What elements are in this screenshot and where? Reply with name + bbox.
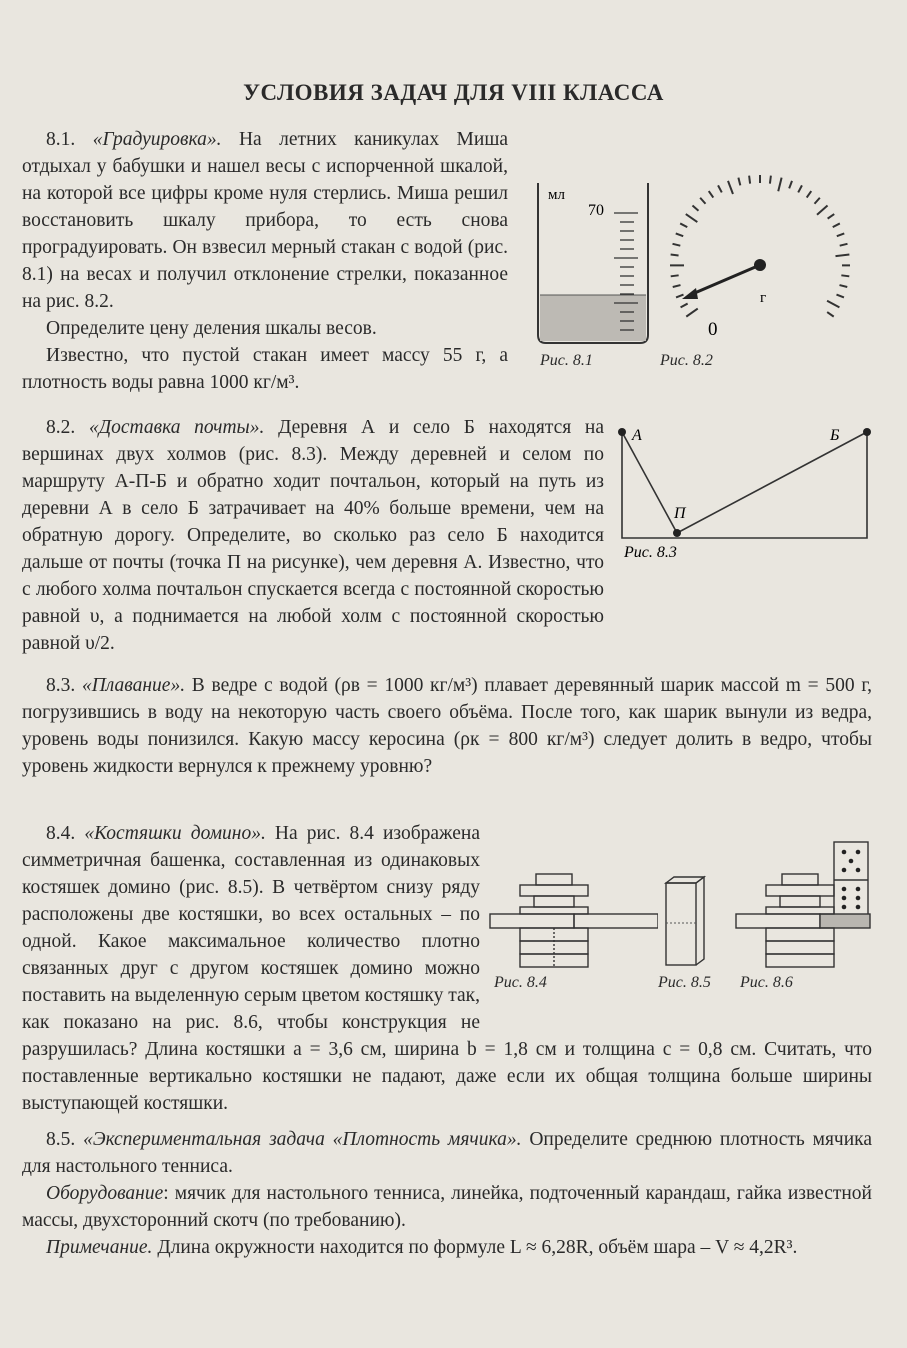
problem-8-1-body: На летних каникулах Миша отдыхал у бабушки и нашел весы с испорченной шкалой, на которой все цифры кроме нуля стерлись. Миша решил восстановить шкалу прибора, то есть снова проградуировать. Он взвесил мерный стакан с водой (рис. 8.1) на весах и получил отклонение стрелки, показанное на рис. 8.2. [22,129,508,312]
figure-8-4-caption: Рис. 8.4 [494,974,547,991]
figure-8-1-caption: Рис. 8.1 [540,352,593,369]
dial-tick [833,223,840,227]
dial-tick [837,233,844,236]
problem-8-5-number: 8.5. [46,1129,84,1150]
problem-8-2-body: Деревня А и село Б находятся на вершинах двух холмов (рис. 8.3). Между деревней и селом по маршруту А-П-Б и обратно ходит почтальон, который на путь из деревни А в село Б затрачивает на 40% больше времени, чем на обратную дорогу. Определите, во сколько раз село Б находится дальше от почты (точка П на рисунке), чем деревня А. Известно, что с любого холма почтальон спускается всегда с постоянной скоростью равной υ, а поднимается на любой холм с постоянной скоростью равной υ/2. [22,417,605,654]
dial-tick [835,255,849,257]
problem-8-3-body: В ведре с водой (ρв = 1000 кг/м³) плавает деревянный шарик массой m = 500 г, погрузившись в воду на некоторую часть своего объёма. После того, как шарик вынули из ведра, уровень воды понизился. Какую массу керосина (ρк = 800 кг/м³) следует долить в ведро, чтобы уровень жидкости вернулся к прежнему уровню? [22,675,872,777]
dial-tick [836,295,843,298]
problem-8-4-name: «Костяшки домино». [84,823,266,844]
problem-8-5-name: «Экспериментальная задача «Плотность мячика». [83,1129,522,1150]
dial-tick [681,304,688,308]
dial-tick [840,244,848,246]
dial-tick [789,181,792,188]
figure-8-6-tower [734,838,874,978]
scale-unit-label: г [760,290,767,306]
point-p-label: П [674,505,686,522]
beaker-unit-label: мл [548,187,565,203]
problem-8-5-text [22,1126,872,1261]
dial-tick [828,214,835,219]
dial-tick [738,178,740,186]
dial-tick [749,176,750,184]
problem-8-4-body: На рис. 8.4 изображена симметричная башенка, составленная из одинаковых костяшек домино (рис. 8.5). В четвёртом снизу ряду расположены две костяшки, во всех остальных – по одной. Какое максимальное количество плотно связанных друг с другом костяшек домино можно поставить на выделенную серым цветом костяшку так, как показано на рис. 8.6, чтобы конструкция не разрушилась? Длина костяшки a = 3,6 см, ширина b = 1,8 см и толщина c = 0,8 см. Считать, что поставленные вертикально костяшки не падают, даже если их общая толщина больше ширины выступающей костяшки. [22,823,872,1114]
dial-tick [680,223,687,227]
problem-8-1-name: «Градуировка». [92,129,222,150]
problem-8-1-text [22,126,508,396]
problem-8-2-name: «Доставка почты». [88,417,265,438]
note-label: Примечание. [46,1237,153,1258]
dial-tick [815,198,820,204]
dial-tick [676,233,683,236]
problem-8-4-number: 8.4. [46,823,85,844]
beaker-mark-70: 70 [588,202,604,219]
point-a-label: А [632,427,642,444]
dial-tick [709,191,714,198]
page-title: УСЛОВИЯ ЗАДАЧ ДЛЯ VIII КЛАССА [243,80,664,105]
dial-tick [807,191,812,198]
dial-tick [778,178,781,192]
dial-tick [671,255,679,256]
dial-tick [770,176,771,184]
note-text: Длина окружности находится по формуле L ≈ 6,28R, объём шара – V ≈ 4,2R³. [152,1237,798,1258]
dial-tick [840,285,848,287]
problem-8-3-name: «Плавание». [81,675,186,696]
equipment-text: : мячик для настольного тенниса, линейка, подточенный карандаш, гайка известной массы, двухсторонний скотч (по требованию). [22,1183,872,1231]
problem-8-2-number: 8.2. [46,417,89,438]
dial-tick [817,205,828,214]
problem-8-3-number: 8.3. [46,675,82,696]
dial-tick [827,301,839,308]
dial-tick [718,185,722,192]
figure-8-5-domino [660,875,710,970]
figure-8-6-caption: Рис. 8.6 [740,974,793,991]
equipment-label: Оборудование [46,1183,164,1204]
scale-needle [690,265,760,295]
problem-8-3-text [22,672,872,780]
problem-8-2-text-top [22,414,605,654]
dial-tick [692,205,698,210]
dial-tick [728,181,733,194]
figure-8-3-hills [612,418,882,568]
problem-8-1-number: 8.1. [46,129,93,150]
figure-8-1-beaker [530,175,660,350]
figure-8-2-scale [660,160,865,350]
problem-8-1-given: Известно, что пустой стакан имеет массу 55 г, а плотность воды равна 1000 кг/м³. [22,345,508,393]
figure-8-4-tower [488,870,658,980]
dial-tick [671,275,679,276]
dial-tick [827,312,834,317]
dial-tick [673,285,681,287]
dial-tick [686,214,698,222]
dial-tick [676,295,683,298]
dial-tick [673,244,681,246]
figure-8-5-caption: Рис. 8.5 [658,974,711,991]
scale-zero-label: 0 [708,319,718,340]
dial-tick [798,185,802,192]
problem-8-5-body: Определите среднюю плотность мячика для настольного тенниса. [22,1129,872,1177]
dial-tick [686,309,697,317]
point-b-label: Б [830,427,840,444]
figure-8-2-caption: Рис. 8.2 [660,352,713,369]
figure-8-3-caption: Рис. 8.3 [624,544,677,561]
water-level [540,295,646,341]
dial-tick [841,275,849,276]
problem-8-1-question: Определите цену деления шкалы весов. [46,318,377,339]
dial-tick [700,198,705,204]
